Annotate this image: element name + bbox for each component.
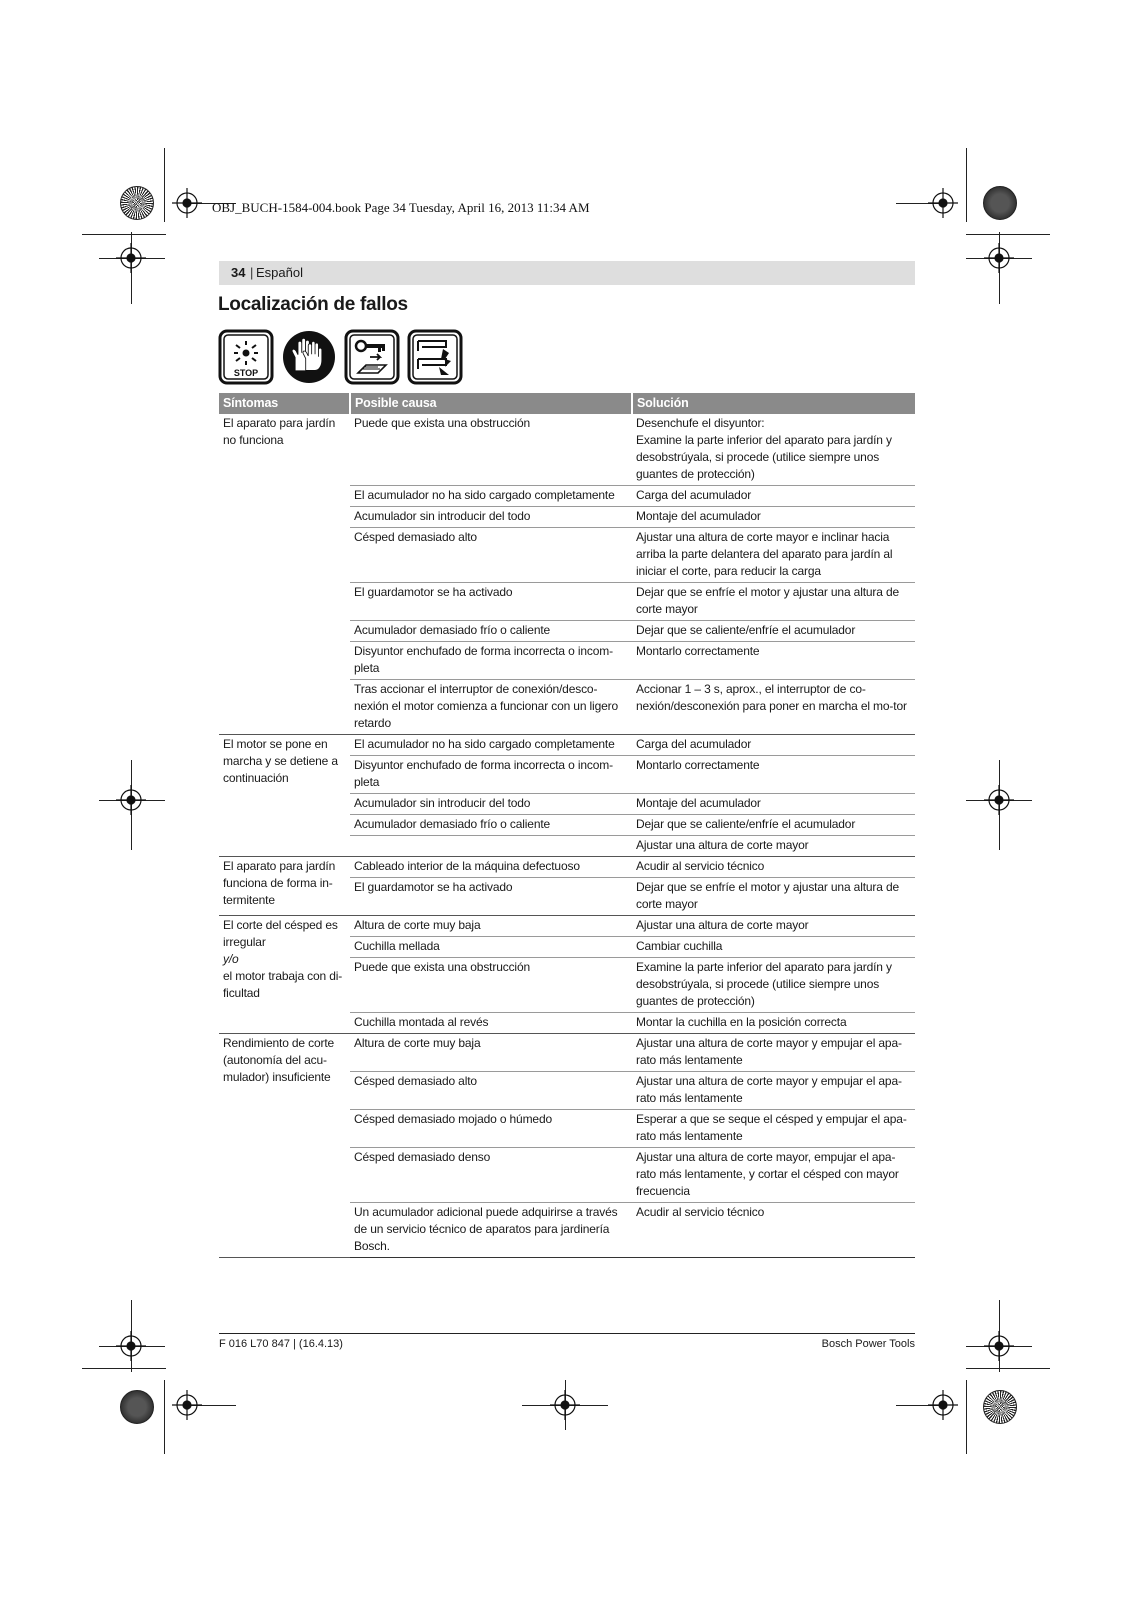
symptom-cell <box>219 857 350 916</box>
solution-line: Montarlo correctamente <box>636 644 760 658</box>
solution-line: Ajustar una altura de corte mayor <box>636 918 809 932</box>
cause-cell: Cableado interior de la máquina defectuoso <box>350 857 632 878</box>
cause-cell: Acumulador sin introducir del todo <box>350 794 632 815</box>
cause-cell: Acumulador demasiado frío o caliente <box>350 815 632 836</box>
target-icon <box>116 243 146 273</box>
solution-cell <box>632 1148 915 1203</box>
solution-line: Cambiar cuchilla <box>636 939 723 953</box>
symptom-text: Rendimiento de corte (autonomía del acu-mulador) insuficiente <box>223 1036 335 1084</box>
solution-line: Desenchufe el disyuntor: <box>636 416 765 430</box>
solution-line: Ajustar una altura de corte mayor e inclinar hacia arriba la parte delantera del aparato para jardín al iniciar el corte, para reducir la carga <box>636 530 893 578</box>
running-header <box>219 261 915 285</box>
solution-cell <box>632 642 915 680</box>
symptom-text-extra: el motor trabaja con di-ficultad <box>223 969 343 1000</box>
target-icon <box>172 1390 202 1420</box>
symptom-connector: y/o <box>223 952 239 966</box>
table-body <box>219 414 915 1258</box>
cause-cell: El acumulador no ha sido cargado completamente <box>350 735 632 756</box>
solution-line: Montar la cuchilla en la posición correcta <box>636 1015 847 1029</box>
table-row <box>219 916 915 937</box>
solution-line: Carga del acumulador <box>636 488 752 502</box>
cause-cell: Césped demasiado alto <box>350 1072 632 1110</box>
solution-cell <box>632 621 915 642</box>
cause-cell: Acumulador demasiado frío o caliente <box>350 621 632 642</box>
solution-line: Montaje del acumulador <box>636 509 761 523</box>
solution-line: Carga del acumulador <box>636 737 752 751</box>
lever-adjust-icon <box>407 329 463 385</box>
page-number: 34 <box>231 265 246 280</box>
cause-cell: Disyuntor enchufado de forma incorrecta o incom-pleta <box>350 756 632 794</box>
symptom-text: El aparato para jardín funciona de forma in-termitente <box>223 859 336 907</box>
solution-cell <box>632 878 915 916</box>
solution-line: Montarlo correctamente <box>636 758 760 772</box>
target-icon <box>116 785 146 815</box>
solution-cell <box>632 1110 915 1148</box>
solution-line: Esperar a que se seque el césped y empujar el apa-rato más lentamente <box>636 1112 907 1143</box>
table-row <box>219 1034 915 1072</box>
footer-doc-code: F 016 L70 847 | (16.4.13) <box>219 1338 343 1350</box>
solution-cell <box>632 528 915 583</box>
solution-cell <box>632 958 915 1013</box>
solution-line: Ajustar una altura de corte mayor, empujar el apa-rato más lentamente, y cortar el césped con mayor frecuencia <box>636 1150 899 1198</box>
cause-cell: Cuchilla mellada <box>350 937 632 958</box>
solution-line: Acudir al servicio técnico <box>636 859 765 873</box>
solution-cell <box>632 680 915 735</box>
solution-line: Dejar que se enfríe el motor y ajustar una altura de corte mayor <box>636 585 900 616</box>
solution-cell <box>632 414 915 486</box>
target-icon <box>550 1390 580 1420</box>
gloves-icon <box>281 329 337 385</box>
cause-cell: Puede que exista una obstrucción <box>350 958 632 1013</box>
cause-cell: Un acumulador adicional puede adquirirse a través de un servicio técnico de aparatos para jardinería Bosch. <box>350 1203 632 1258</box>
cause-cell: Césped demasiado alto <box>350 528 632 583</box>
header-separator: | <box>250 265 254 280</box>
stop-blade-icon <box>218 329 274 385</box>
stop-label: STOP <box>233 368 259 378</box>
header-solution: Solución <box>632 393 915 414</box>
footer-brand: Bosch Power Tools <box>821 1338 915 1350</box>
print-slug: OBJ_BUCH-1584-004.book Page 34 Tuesday, April 16, 2013 11:34 AM <box>212 200 590 215</box>
symptom-text: El aparato para jardín no funciona <box>223 416 336 447</box>
target-icon <box>984 785 1014 815</box>
table-row <box>219 857 915 878</box>
cause-cell: El guardamotor se ha activado <box>350 583 632 621</box>
solution-line: Examine la parte inferior del aparato para jardín y desobstrúyala, si procede (utilice siempre unos guantes de protección) <box>636 433 892 481</box>
troubleshooting-table <box>219 393 915 1258</box>
solution-line: Accionar 1 – 3 s, aprox., el interruptor de co-nexión/desconexión para poner en marcha el mo-tor <box>636 682 907 713</box>
solution-cell <box>632 756 915 794</box>
cause-cell: Césped demasiado mojado o húmedo <box>350 1110 632 1148</box>
solution-line: Examine la parte inferior del aparato para jardín y desobstrúyala, si procede (utilice siempre unos guantes de protección) <box>636 960 892 1008</box>
cause-cell: Disyuntor enchufado de forma incorrecta o incom-pleta <box>350 642 632 680</box>
solution-cell <box>632 836 915 857</box>
target-icon <box>172 188 202 218</box>
solution-line: Ajustar una altura de corte mayor y empujar el apa-rato más lentamente <box>636 1074 902 1105</box>
solution-cell <box>632 486 915 507</box>
cause-cell: Altura de corte muy baja <box>350 1034 632 1072</box>
cause-cell: Acumulador sin introducir del todo <box>350 507 632 528</box>
page-title: Localización de fallos <box>218 294 408 315</box>
solution-cell <box>632 735 915 756</box>
symptom-cell <box>219 1034 350 1258</box>
cause-cell: El guardamotor se ha activado <box>350 878 632 916</box>
symptom-cell <box>219 414 350 735</box>
target-icon <box>928 1390 958 1420</box>
target-icon <box>984 243 1014 273</box>
solution-line: Dejar que se enfríe el motor y ajustar una altura de corte mayor <box>636 880 900 911</box>
symptom-cell <box>219 735 350 857</box>
footer-rule <box>219 1333 915 1334</box>
solution-line: Ajustar una altura de corte mayor <box>636 838 809 852</box>
solution-line: Dejar que se caliente/enfríe el acumulador <box>636 623 856 637</box>
solution-cell <box>632 916 915 937</box>
solution-cell <box>632 1013 915 1034</box>
solution-line: Montaje del acumulador <box>636 796 761 810</box>
solution-cell <box>632 815 915 836</box>
cause-cell: El acumulador no ha sido cargado completamente <box>350 486 632 507</box>
cause-cell: Tras accionar el interruptor de conexión/desco-nexión el motor comienza a funcionar con un ligero retardo <box>350 680 632 735</box>
cause-cell: Césped demasiado denso <box>350 1148 632 1203</box>
cause-cell: Cuchilla montada al revés <box>350 1013 632 1034</box>
solution-cell <box>632 794 915 815</box>
header-language: Español <box>256 265 303 280</box>
target-icon <box>984 1331 1014 1361</box>
cause-cell <box>350 836 632 857</box>
solution-cell <box>632 583 915 621</box>
symptom-text: El motor se pone en marcha y se detiene a continuación <box>223 737 338 785</box>
cause-cell: Puede que exista una obstrucción <box>350 414 632 486</box>
table-row <box>219 414 915 486</box>
target-icon <box>116 1331 146 1361</box>
solution-cell <box>632 1072 915 1110</box>
solution-line: Dejar que se caliente/enfríe el acumulador <box>636 817 856 831</box>
table-row <box>219 735 915 756</box>
symptom-cell <box>219 916 350 1034</box>
solution-line: Acudir al servicio técnico <box>636 1205 765 1219</box>
solution-cell <box>632 937 915 958</box>
solution-cell <box>632 1034 915 1072</box>
header-cause: Posible causa <box>350 393 632 414</box>
solution-line: Ajustar una altura de corte mayor y empujar el apa-rato más lentamente <box>636 1036 902 1067</box>
header-symptoms: Síntomas <box>219 393 350 414</box>
solution-cell <box>632 507 915 528</box>
key-manual-icon <box>344 329 400 385</box>
solution-cell <box>632 1203 915 1258</box>
solution-cell <box>632 857 915 878</box>
target-icon <box>928 188 958 218</box>
cause-cell: Altura de corte muy baja <box>350 916 632 937</box>
symptom-text: El corte del césped es irregular <box>223 918 338 949</box>
table-header-row <box>219 393 915 414</box>
